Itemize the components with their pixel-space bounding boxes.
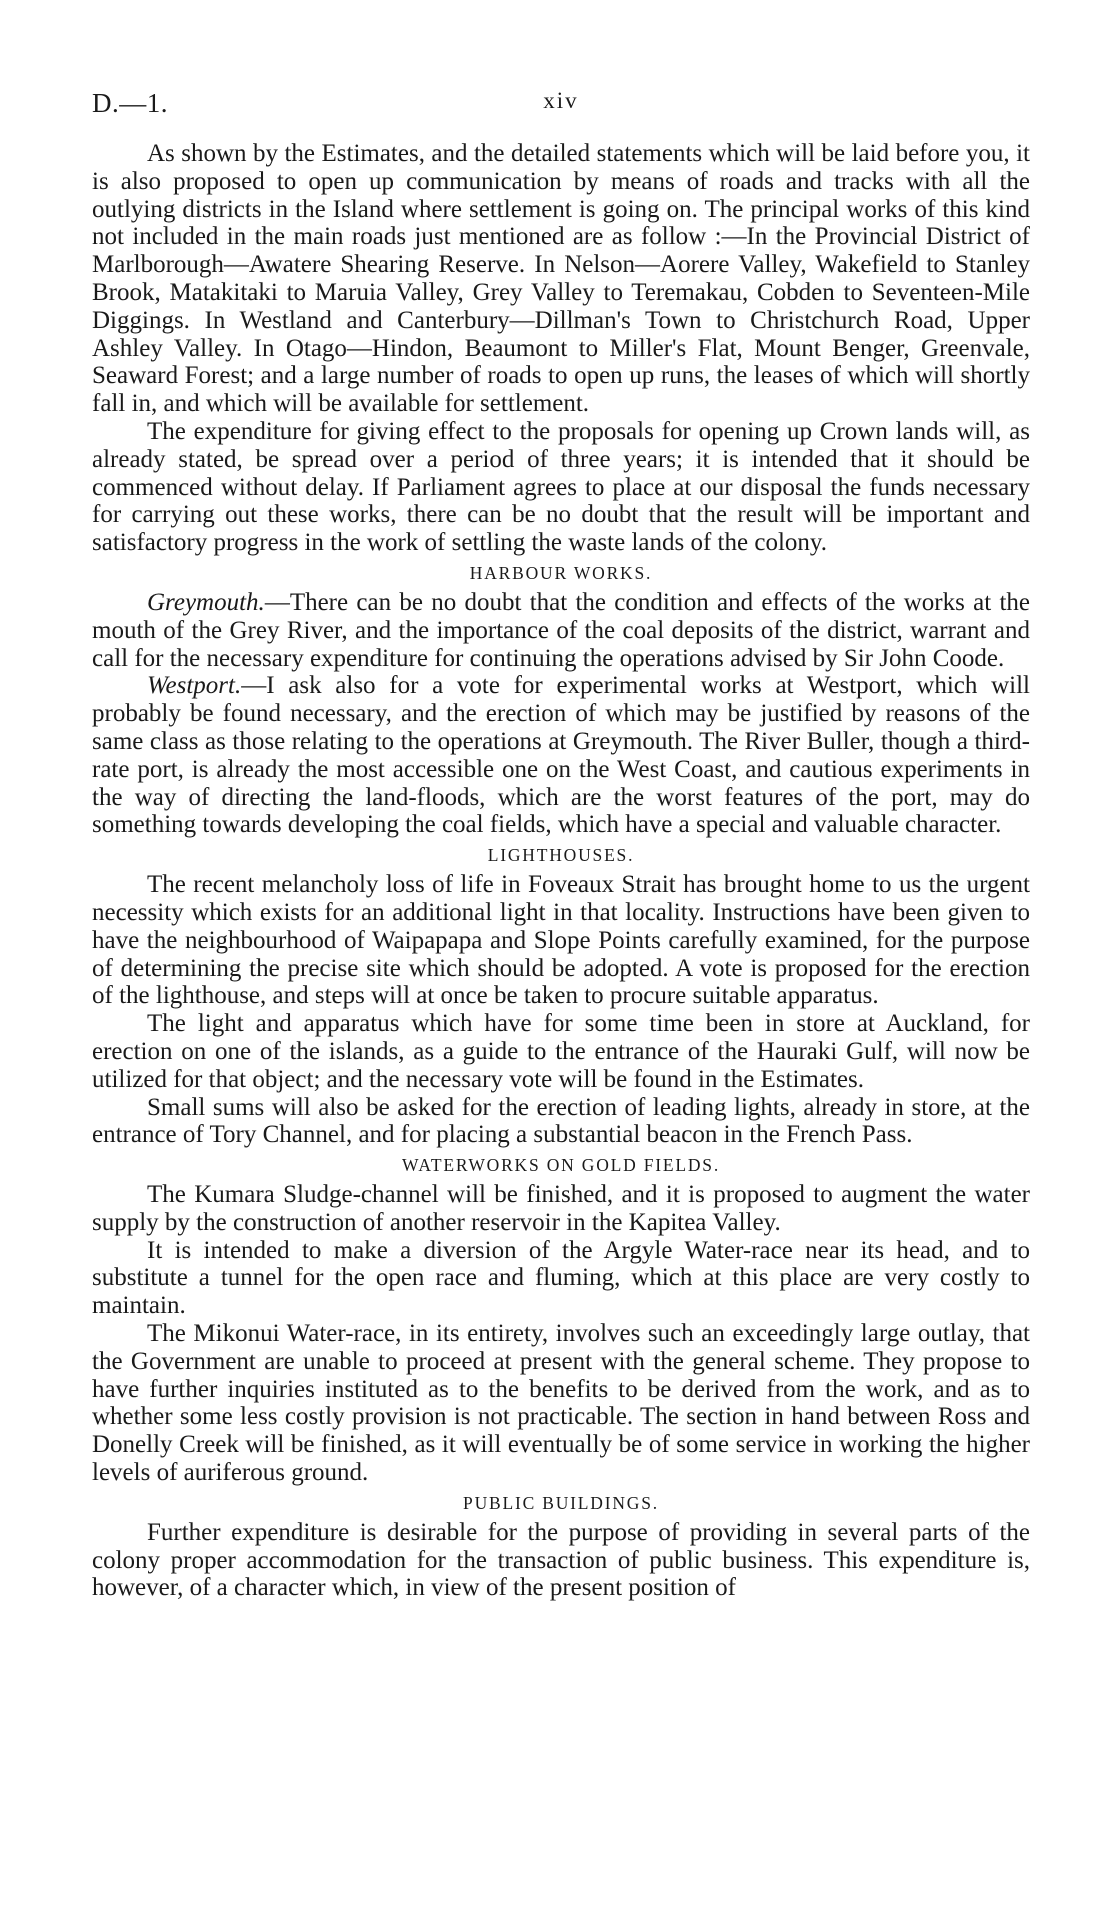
document-reference: D.—1. [92,88,168,118]
paragraph-leading-lights: Small sums will also be asked for the erection of leading lights, already in store, at the entrance of Tory Channel, and for placing a substantial beacon in the French Pass. [92,1093,1030,1149]
greymouth-lead: Greymouth. [147,588,265,616]
document-body [92,140,1030,1602]
paragraph-argyle: It is intended to make a diversion of the Argyle Water-race near its head, and to substitute a tunnel for the open race and fluming, which at this place are very costly to maintain. [92,1236,1030,1320]
greymouth-text: —There can be no doubt that the condition and effects of the works at the mouth of the Grey River, and the importance of the coal deposits of the district, warrant and call for the necessary expenditure for continuing the operations advised by Sir John Coode. [92,588,1030,672]
westport-lead: Westport. [147,672,242,700]
heading-harbour-works: HARBOUR WORKS. [469,562,653,583]
paragraph-mikonui: The Mikonui Water-race, in its entirety, involves such an exceedingly large outlay, that the Government are unable to proceed at present with the general scheme. They propose to have further inquiries instituted as to the benefits to be derived from the work, and as to whether some less costly provision is not practicable. The section in hand between Ross and Donelly Creek will be finished, as it will eventually be of some service in working the higher levels of auriferous ground. [92,1320,1030,1487]
paragraph-greymouth [92,589,1030,672]
page-number: xiv [543,88,579,113]
paragraph-public-buildings: Further expenditure is desirable for the purpose of providing in several parts of the colony proper accommodation for the transaction of public business. This expenditure is, however, of a character which, in view of the present position of [92,1518,1030,1602]
heading-public-buildings: PUBLIC BUILDINGS. [463,1492,659,1513]
paragraph-roads: As shown by the Estimates, and the detailed statements which will be laid before you, it is also proposed to open up communication by means of roads and tracks with all the outlying districts in the Island where settlement is going on. The principal works of this kind not included in the main roads just mentioned are as follow :—In the Provincial District of Marlborough—Awatere Shearing Reserve. In Nelson—Aorere Valley, Wakefield to Stanley Brook, Matakitaki to Maruia Valley, Grey Valley to Teremakau, Cobden to Seventeen-Mile Diggings. In Westland and Canterbury—Dillman's Town to Christchurch Road, Upper Ashley Valley. In Otago—Hindon, Beaumont to Miller's Flat, Mount Benger, Greenvale, Seaward Forest; and a large number of roads to open up runs, the leases of which will shortly fall in, and which will be available for settlement. [92,140,1030,418]
paragraph-foveaux: The recent melancholy loss of life in Foveaux Strait has brought home to us the urgent necessity which exists for an additional light in that locality. Instructions have been given to have the neighbourhood of Waipapapa and Slope Points carefully examined, for the purpose of determining the precise site which should be adopted. A vote is proposed for the erection of the lighthouse, and steps will at once be taken to procure suitable apparatus. [92,871,1030,1010]
page-header [92,88,1030,128]
paragraph-auckland-light: The light and apparatus which have for some time been in store at Auckland, for erection on one of the islands, as a guide to the entrance of the Hauraki Gulf, will now be utilized for that object; and the necessary vote will be found in the Estimates. [92,1010,1030,1093]
westport-text: —I ask also for a vote for experimental works at Westport, which will probably be found necessary, and the erection of which may be justified by reasons of the same class as those relating to the operations at Greymouth. The River Buller, though a third-rate port, is already the most accessible one on the West Coast, and cautious experiments in the way of directing the land-floods, which are the worst features of the port, may do something towards developing the coal fields, which have a special and valuable character. [92,672,1030,839]
paragraph-westport [92,672,1030,839]
paragraph-expenditure: The expenditure for giving effect to the proposals for opening up Crown lands will, as already stated, be spread over a period of three years; it is intended that it should be commenced without delay. If Parliament agrees to place at our disposal the funds necessary for carrying out these works, there can be no doubt that the result will be important and satisfactory progress in the work of settling the waste lands of the colony. [92,417,1030,557]
heading-waterworks: WATERWORKS ON GOLD FIELDS. [401,1155,721,1176]
heading-lighthouses: LIGHTHOUSES. [487,845,635,866]
paragraph-kumara: The Kumara Sludge-channel will be finished, and it is proposed to augment the water supply by the construction of another reservoir in the Kapitea Valley. [92,1181,1030,1236]
